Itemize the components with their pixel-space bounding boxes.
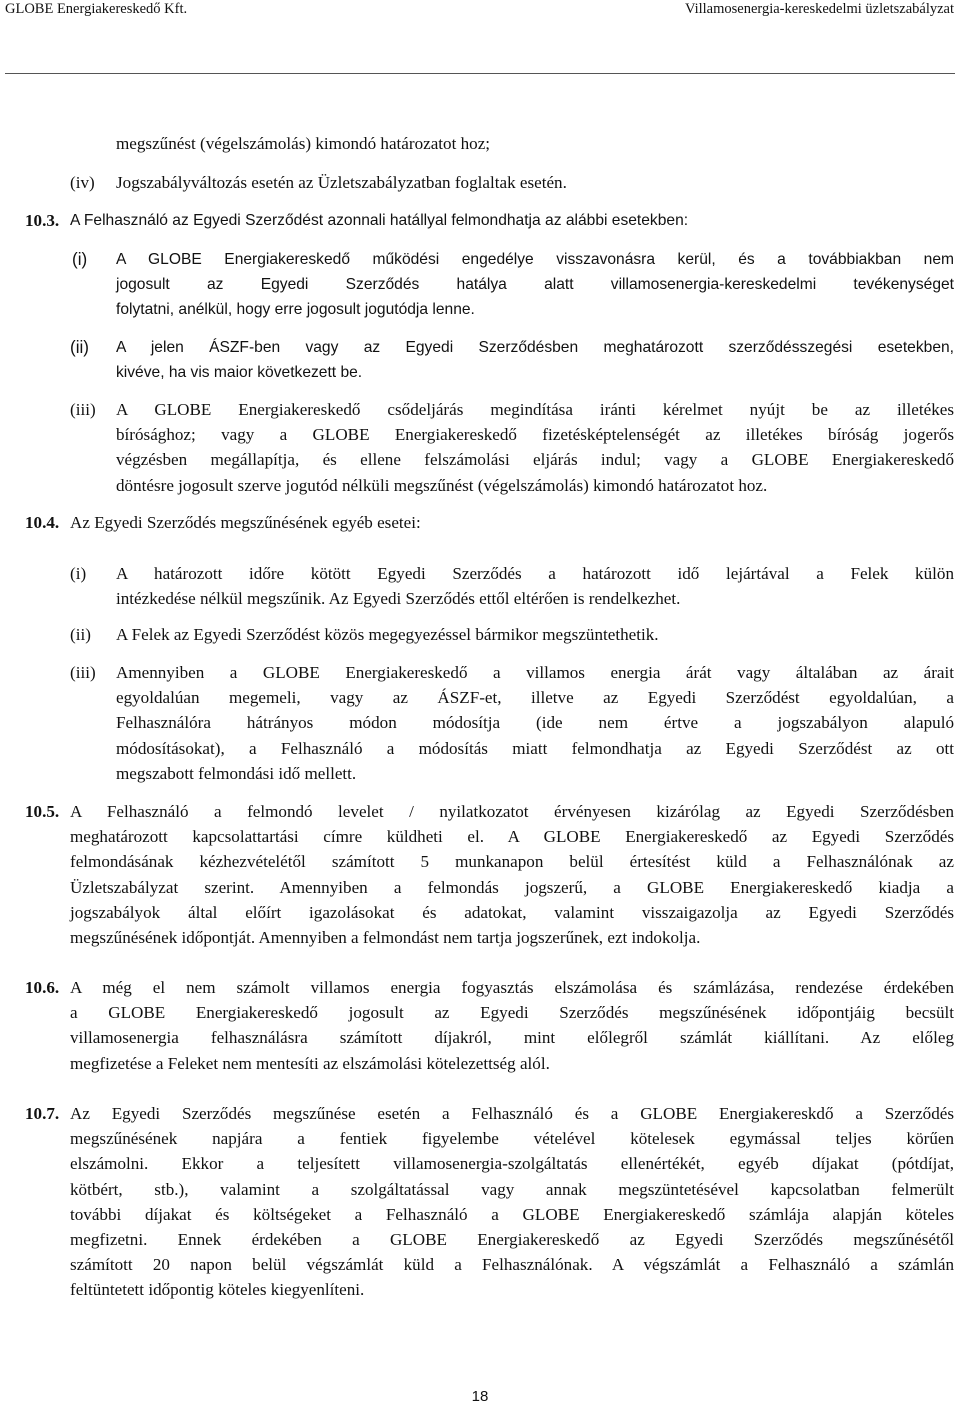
text-line: a GLOBE Energiakereskedő jogosult az Egyedi Szerződés megszűnésének időpontjáig becsült [70, 1003, 954, 1023]
text-line: számított 20 napon belül végszámlát küld a Felhasználónak. A végszámlát a Felhasználó a számlán [70, 1255, 954, 1275]
continuation-line: megszűnést (végelszámolás) kimondó határozatot hoz; [116, 134, 491, 153]
page-number: 18 [471, 1388, 489, 1405]
text-line: megfizetése a Feleket nem mentesíti az elszámolási kötelezettség alól. [70, 1053, 550, 1073]
s104-item-ii-text: A Felek az Egyedi Szerződést közös megegyezéssel bármikor megszüntethetik. [116, 625, 659, 644]
section-10-3-intro: A Felhasználó az Egyedi Szerződést azonnali hatállyal felmondhatja az alábbi esetekben: [70, 212, 689, 229]
text-line: folytatni, anélkül, hogy erre jogosult jogutódja lenne. [116, 301, 475, 319]
text-line: egyoldalúan megemeli, vagy az ÁSZF-et, illetve az Egyedi Szerződést egyoldalúan, a [116, 688, 954, 708]
s104-item-i-label: (i) [70, 564, 87, 583]
s104-item-ii-label: (ii) [70, 625, 91, 644]
text-line: végzésben megállapítja, és ellene felszámolási eljárás indul; vagy a GLOBE Energiakereskedő [116, 450, 954, 470]
s103-item-i-text [116, 247, 954, 323]
section-10-6-number: 10.6. [25, 978, 60, 997]
section-10-3-number: 10.3. [25, 211, 60, 230]
s103-item-iii-label: (iii) [70, 400, 96, 419]
text-line: elszámolni. Ekkor a teljesített villamosenergia-szolgáltatás ellenértékét, egyéb díjakat (pótdíjat, [70, 1154, 954, 1174]
section-10-6-text [70, 975, 954, 1076]
text-line: módosításokat), a Felhasználó a módosítás miatt felmondhatja az Egyedi Szerződést az ott [116, 738, 954, 758]
s104-item-iii-text [116, 660, 954, 786]
text-line: Amennyiben a GLOBE Energiakereskedő a villamos energia árát vagy általában az árait [116, 663, 954, 682]
section-10-7-text [70, 1101, 954, 1303]
section-10-4-number: 10.4. [25, 513, 60, 532]
s103-item-iii-text [116, 397, 954, 498]
header-company: GLOBE Energiakereskedő Kft. [5, 1, 188, 17]
text-line: megszűnésének időpontját. Amennyiben a felmondást nem tartja jogszerűnek, ezt indokolja. [70, 928, 701, 948]
header-divider [5, 73, 955, 74]
text-line: felmondásának kézhezvételétől számított 5 munkanapon belül értesítést küld a Felhasználónak az [70, 852, 954, 872]
text-line: A még el nem számolt villamos energia fogyasztás elszámolása és számlázása, rendezése érdekében [70, 978, 954, 997]
text-line: bírósághoz; vagy a GLOBE Energiakereskedő fizetésképtelenségét az illetékes bíróság jogerős [116, 425, 954, 445]
text-line: villamosenergia felhasználásra számított díjakról, mint előlegről számlát kiállítani. Az előleg [70, 1028, 954, 1048]
header-doc-title: Villamosenergia-kereskedelmi üzletszabályzat [684, 1, 954, 17]
item-iv-text: Jogszabályváltozás esetén az Üzletszabályzatban foglaltak esetén. [116, 173, 567, 192]
text-line: jogosult az Egyedi Szerződés hatálya alatt villamosenergia-kereskedelmi tevékenységet [116, 276, 954, 294]
text-line: A határozott időre kötött Egyedi Szerződés a határozott idő lejártával a Felek külön [116, 564, 954, 583]
section-10-4-intro: Az Egyedi Szerződés megszűnésének egyéb esetei: [70, 513, 421, 532]
s104-item-iii-label: (iii) [70, 663, 96, 682]
text-line: döntésre jogosult szerve jogutód nélküli megszűnést (végelszámolás) kimondó határozatot hoz. [116, 475, 768, 495]
text-line: feltüntetett időpontig köteles kiegyenlíteni. [70, 1280, 365, 1300]
text-line: megszűnésének napjára a fentiek figyelembe vételével kötelesek egymással teljes körűen [70, 1129, 954, 1149]
text-line: Felhasználóra hátrányos módon módosítja (ide nem értve a jogszabályon alapuló [116, 713, 954, 733]
text-line: A GLOBE Energiakereskedő csődeljárás megindítása iránti kérelmet nyújt be az illetékes [116, 400, 954, 419]
section-10-5-text [70, 799, 954, 950]
page-header [0, 0, 960, 22]
text-line: meghatározott kapcsolattartási címre küldheti el. A GLOBE Energiakereskedő az Egyedi Szerződés [70, 827, 954, 847]
text-line: további díjakat és költségeket a Felhasználó a GLOBE Energiakereskedő számlája alapján köteles [70, 1204, 954, 1224]
s104-item-i-text [116, 561, 954, 611]
s103-item-ii-text [116, 335, 954, 385]
section-10-5-number: 10.5. [25, 802, 60, 821]
text-line: megszabott felmondási idő mellett. [116, 763, 357, 783]
text-line: Az Egyedi Szerződés megszűnése esetén a Felhasználó és a GLOBE Energiakereskdő a Szerződés [70, 1104, 954, 1123]
text-line: A jelen ÁSZF-ben vagy az Egyedi Szerződésben meghatározott szerződésszegési esetekben, [116, 339, 954, 356]
text-line: megfizetni. Ennek érdekében a GLOBE Energiakereskedő az Egyedi Szerződés megszűnésétől [70, 1230, 954, 1250]
section-10-7-number: 10.7. [25, 1104, 60, 1123]
text-line: intézkedése nélkül megszűnik. Az Egyedi Szerződés ettől eltérően is rendelkezhet. [116, 589, 681, 609]
text-line: kötbért, stb.), valamint a szolgáltatással vagy annak megszüntetésével kapcsolatban felmerült [70, 1179, 954, 1199]
text-line: Üzletszabályzat szerint. Amennyiben a felmondás jogszerű, a GLOBE Energiakereskedő kiadja a [70, 877, 954, 897]
text-line: A GLOBE Energiakereskedő működési engedélye visszavonásra kerül, és a továbbiakban nem [116, 251, 954, 268]
item-iv-label: (iv) [70, 173, 95, 192]
text-line: jogszabályok által előírt igazolásokat és adatokat, valamint visszaigazolja az Egyedi Szerződés [70, 902, 954, 922]
s103-item-ii-label: (ii) [70, 338, 89, 357]
s103-item-i-label: (i) [72, 250, 88, 269]
text-line: kivéve, ha vis maior következett be. [116, 364, 363, 382]
text-line: A Felhasználó a felmondó levelet / nyilatkozatot érvényesen kizárólag az Egyedi Szerződésben [70, 802, 954, 821]
